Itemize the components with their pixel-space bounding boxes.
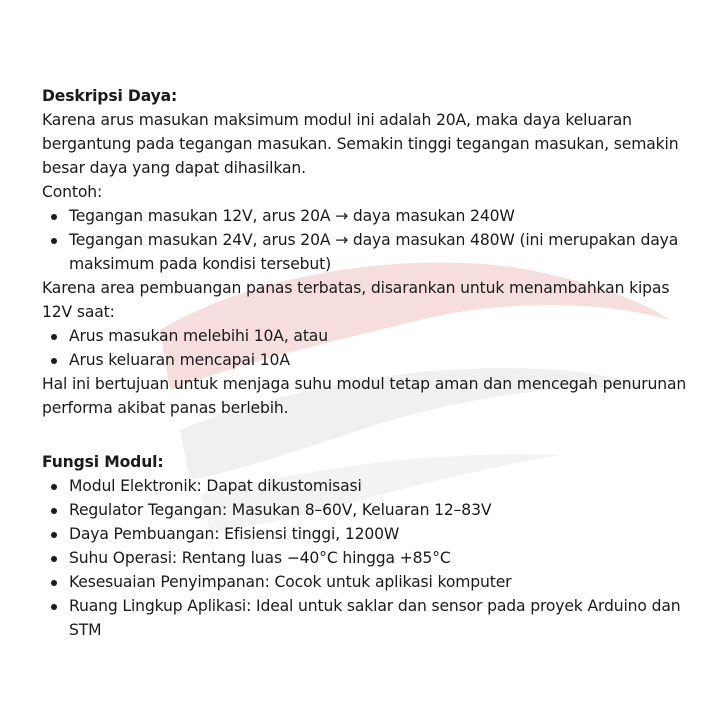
fan-condition-list: [42, 324, 702, 372]
list-item: Ruang Lingkup Aplikasi: Ideal untuk saklar dan sensor pada proyek Arduino dan STM: [42, 594, 702, 642]
contoh-label: Contoh:: [42, 183, 103, 201]
example-list: [42, 204, 702, 276]
list-item: Daya Pembuangan: Efisiensi tinggi, 1200W: [42, 522, 702, 546]
fungsi-list: [42, 474, 702, 642]
list-item: Suhu Operasi: Rentang luas −40°C hingga +85°C: [42, 546, 702, 570]
daya-intro-paragraph: Karena arus masukan maksimum modul ini adalah 20A, maka daya keluaran bergantung pada tegangan masukan. Semakin tinggi tegangan masukan, semakin besar daya yang dapat dihasilkan.: [42, 111, 679, 177]
section-spacer: [42, 420, 702, 450]
list-item: Regulator Tegangan: Masukan 8–60V, Keluaran 12–83V: [42, 498, 702, 522]
list-item: Kesesuaian Penyimpanan: Cocok untuk aplikasi komputer: [42, 570, 702, 594]
fungsi-modul-heading: Fungsi Modul:: [42, 453, 164, 471]
list-item: Tegangan masukan 24V, arus 20A → daya masukan 480W (ini merupakan daya maksimum pada kondisi tersebut): [42, 228, 702, 276]
deskripsi-daya-heading: Deskripsi Daya:: [42, 87, 178, 105]
list-item: Modul Elektronik: Dapat dikustomisasi: [42, 474, 702, 498]
list-item: Arus masukan melebihi 10A, atau: [42, 324, 702, 348]
closing-paragraph: Hal ini bertujuan untuk menjaga suhu modul tetap aman dan mencegah penurunan performa akibat panas berlebih.: [42, 375, 687, 417]
list-item: Arus keluaran mencapai 10A: [42, 348, 702, 372]
document-body: [42, 84, 702, 642]
list-item: Tegangan masukan 12V, arus 20A → daya masukan 240W: [42, 204, 702, 228]
fan-recommendation-paragraph: Karena area pembuangan panas terbatas, disarankan untuk menambahkan kipas 12V saat:: [42, 279, 670, 321]
